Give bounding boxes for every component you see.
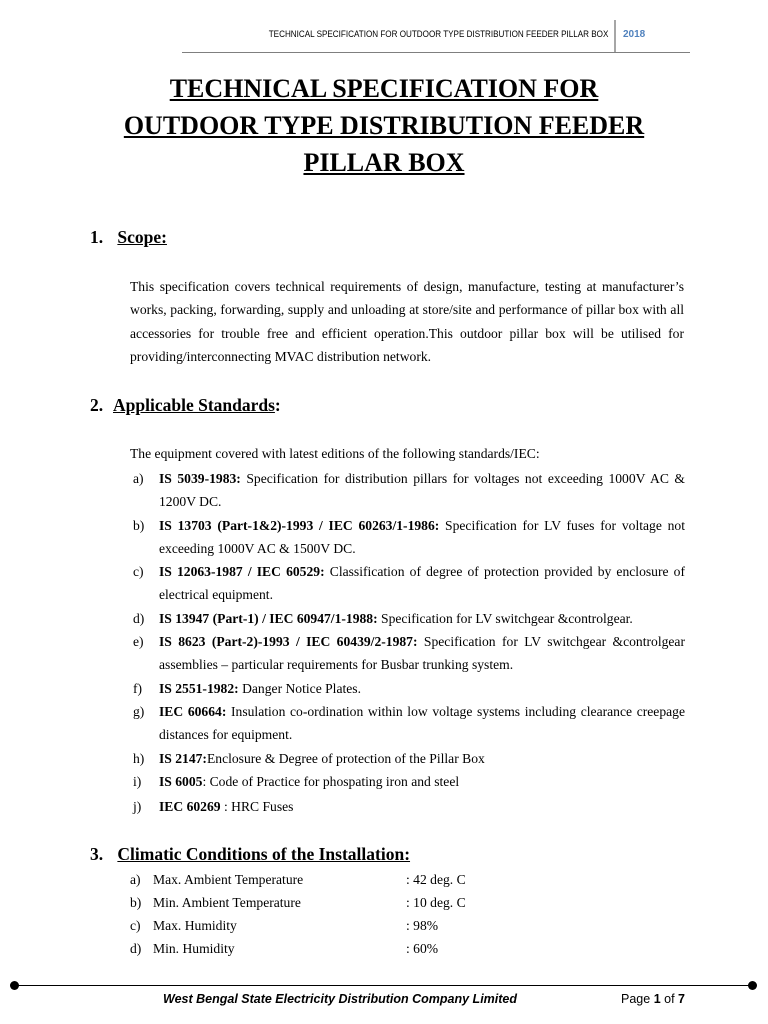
header-rule [182,52,690,53]
list-marker: e) [133,634,144,650]
page-of: of [664,992,675,1006]
list-marker: d) [130,941,142,956]
running-header-title: TECHNICAL SPECIFICATION FOR OUTDOOR TYPE DISTRIBUTION FEEDER PILLAR BOX [268,29,608,39]
standard-code: IEC 60269 [159,799,221,815]
title-line-1: TECHNICAL SPECIFICATION FOR [169,74,599,103]
scope-paragraph: This specification covers technical requirements of design, manufacture, testing at manufacturer’s works, packing, forwarding, supply and unloading at store/site and performance of pillar box with all accessories for trouble free and efficient operation.This outdoor pillar box will be utilised for providing/interconnecting MVAC distribution network. [130,279,684,364]
standard-code: IS 13947 (Part-1) / IEC 60947/1-1988: [159,610,378,626]
climatic-label: Min. Ambient Temperature [153,895,301,910]
list-item [133,677,685,700]
list-item [133,607,685,630]
list-item [133,700,685,747]
section-number: 3. [90,844,104,864]
climatic-label: Max. Humidity [153,918,237,933]
list-marker: a) [130,872,141,887]
section-climatic-heading [90,844,410,865]
climatic-value: : 10 deg. C [406,895,466,910]
list-marker: b) [133,517,145,533]
header-year: 2018 [623,29,646,40]
standard-code: IS 8623 (Part-2)-1993 / IEC 60439/2-1987: [159,634,418,650]
standard-description: Enclosure & Degree of protection of the Pillar Box [206,750,485,766]
climatic-value: : 98% [406,918,439,933]
list-item [133,795,685,818]
standard-description: : HRC Fuses [220,799,294,815]
list-item [133,630,685,677]
climatic-row [130,895,466,911]
list-marker: f) [133,680,143,696]
standard-code: IS 6005 [159,773,203,789]
standard-description: Specification for LV switchgear &controlgear assemblies – particular requirements for Busbar trunking system. [159,634,685,673]
climatic-value: : 42 deg. C [406,872,466,887]
list-item [133,770,685,793]
climatic-value: : 60% [406,941,439,956]
standard-description: Classification of degree of protection provided by enclosure of electrical equipment. [159,564,685,603]
climatic-label: Min. Humidity [153,941,235,956]
standard-description: Danger Notice Plates. [238,680,361,696]
page-label: Page [621,992,651,1006]
list-item [133,560,685,607]
list-item [133,747,685,770]
list-marker: g) [133,703,145,719]
standard-description: Specification for LV switchgear &controlgear. [377,610,633,626]
section-standards-heading [90,395,281,416]
section-title-colon: : [274,395,281,415]
list-marker: i) [133,773,142,789]
list-item [133,514,685,561]
standard-code: IS 12063-1987 / IEC 60529: [159,564,325,580]
section-title: Applicable Standards [113,395,275,415]
title-line-3: PILLAR BOX [303,148,465,177]
page-total: 7 [678,992,685,1006]
page-current: 1 [653,992,661,1006]
standard-code: IEC 60664: [159,703,227,719]
list-marker: a) [133,471,144,486]
title-line-2: OUTDOOR TYPE DISTRIBUTION FEEDER [123,111,645,140]
standard-code: IS 5039-1983: [159,471,241,486]
standard-description: Specification for LV fuses for voltage not exceeding 1000V AC & 1500V DC. [159,517,685,556]
standard-description: Insulation co-ordination within low voltage systems including clearance creepage distances for equipment. [159,703,685,743]
section-title: Climatic Conditions of the Installation: [117,844,411,864]
standard-description: Specification for distribution pillars for voltages not exceeding 1000V AC & 1200V DC. [159,471,685,510]
section-number: 2. [90,395,104,415]
standards-list [133,467,685,818]
document-title [84,70,684,181]
section-number: 1. [90,227,104,247]
climatic-row [130,918,439,934]
list-marker: h) [133,750,145,766]
list-item [133,467,685,514]
list-marker: j) [133,799,142,815]
footer-page-number [621,992,685,1006]
standard-code: IS 13703 (Part-1&2)-1993 / IEC 60263/1-1986: [159,517,440,533]
section-scope-heading [90,227,167,248]
climatic-label: Max. Ambient Temperature [153,872,304,887]
footer-rule [14,985,752,986]
climatic-row [130,872,466,888]
list-marker: c) [130,918,141,933]
standard-description: : Code of Practice for phospating iron and steel [202,773,460,789]
section-title: Scope: [117,227,167,247]
header-separator [614,20,616,52]
climatic-row [130,941,439,957]
footer-rule-right-dot [748,981,757,990]
standard-code: IS 2147: [159,750,207,766]
standard-code: IS 2551-1982: [159,680,239,696]
list-marker: b) [130,895,142,910]
footer-company: West Bengal State Electricity Distribution Company Limited [163,992,517,1006]
list-marker: d) [133,610,145,626]
list-marker: c) [133,564,144,580]
standards-intro: The equipment covered with latest editions of the following standards/IEC: [130,446,540,461]
